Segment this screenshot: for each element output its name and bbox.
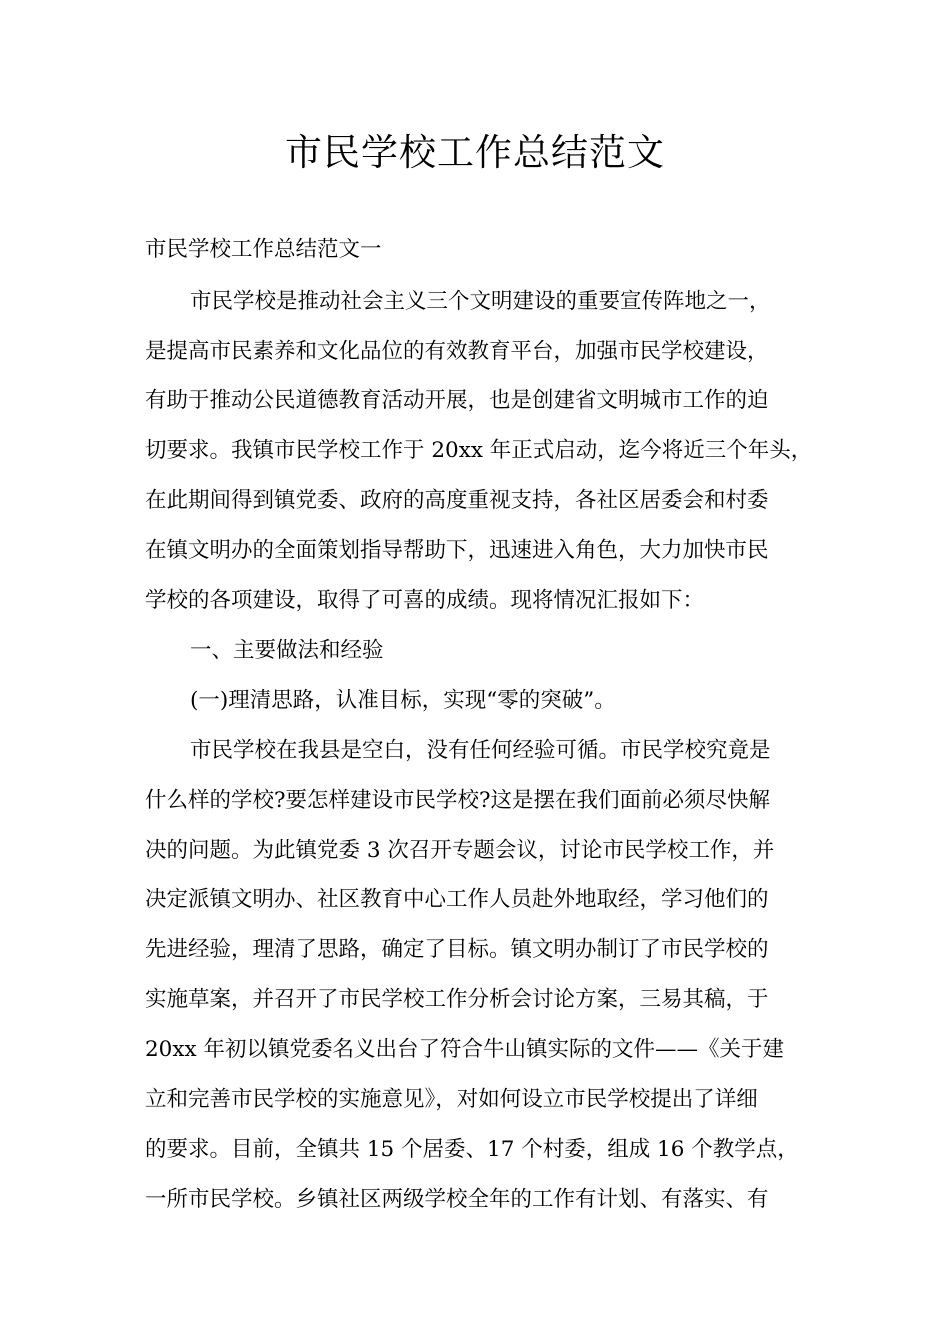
text-line: 市民学校在我县是空白，没有任何经验可循。市民学校究竟是 — [190, 738, 771, 763]
text-line: 什么样的学校?要怎样建设市民学校?这是摆在我们面前必须尽快解 — [145, 788, 771, 813]
text-line: 市民学校是推动社会主义三个文明建设的重要宣传阵地之一， — [190, 289, 771, 314]
section-subtitle: 市民学校工作总结范文一 — [145, 237, 382, 262]
text-line: 20xx 年初以镇党委名义出台了符合牛山镇实际的文件——《关于建 — [145, 1037, 784, 1062]
text-line: 先进经验，理清了思路，确定了目标。镇文明办制订了市民学校的 — [145, 937, 769, 962]
text-line: 切要求。我镇市民学校工作于 20xx 年正式启动，迄今将近三个年头， — [145, 438, 813, 463]
text-line: 在此期间得到镇党委、政府的高度重视支持，各社区居委会和村委 — [145, 488, 769, 513]
text-line: 的要求。目前，全镇共 15 个居委、17 个村委，组成 16 个教学点， — [145, 1137, 799, 1162]
text-line: 决定派镇文明办、社区教育中心工作人员赴外地取经，学习他们的 — [145, 887, 769, 912]
document-title: 市民学校工作总结范文 — [285, 131, 665, 174]
text-line: 在镇文明办的全面策划指导帮助下，迅速进入角色，大力加快市民 — [145, 538, 769, 563]
text-line: 实施草案，并召开了市民学校工作分析会讨论方案，三易其稿，于 — [145, 987, 769, 1012]
text-line: 决的问题。为此镇党委 3 次召开专题会议，讨论市民学校工作，并 — [145, 838, 775, 863]
text-line: 一所市民学校。乡镇社区两级学校全年的工作有计划、有落实、有 — [145, 1187, 769, 1212]
section-heading: 一、主要做法和经验 — [190, 638, 384, 663]
text-line: 立和完善市民学校的实施意见》，对如何设立市民学校提出了详细 — [145, 1087, 758, 1112]
text-line: 有助于推动公民道德教育活动开展，也是创建省文明城市工作的迫 — [145, 388, 769, 413]
subsection-heading: (一)理清思路，认准目标，实现“零的突破”。 — [190, 688, 616, 713]
text-line: 学校的各项建设，取得了可喜的成绩。现将情况汇报如下： — [145, 588, 705, 613]
text-line: 是提高市民素养和文化品位的有效教育平台，加强市民学校建设， — [145, 339, 769, 364]
